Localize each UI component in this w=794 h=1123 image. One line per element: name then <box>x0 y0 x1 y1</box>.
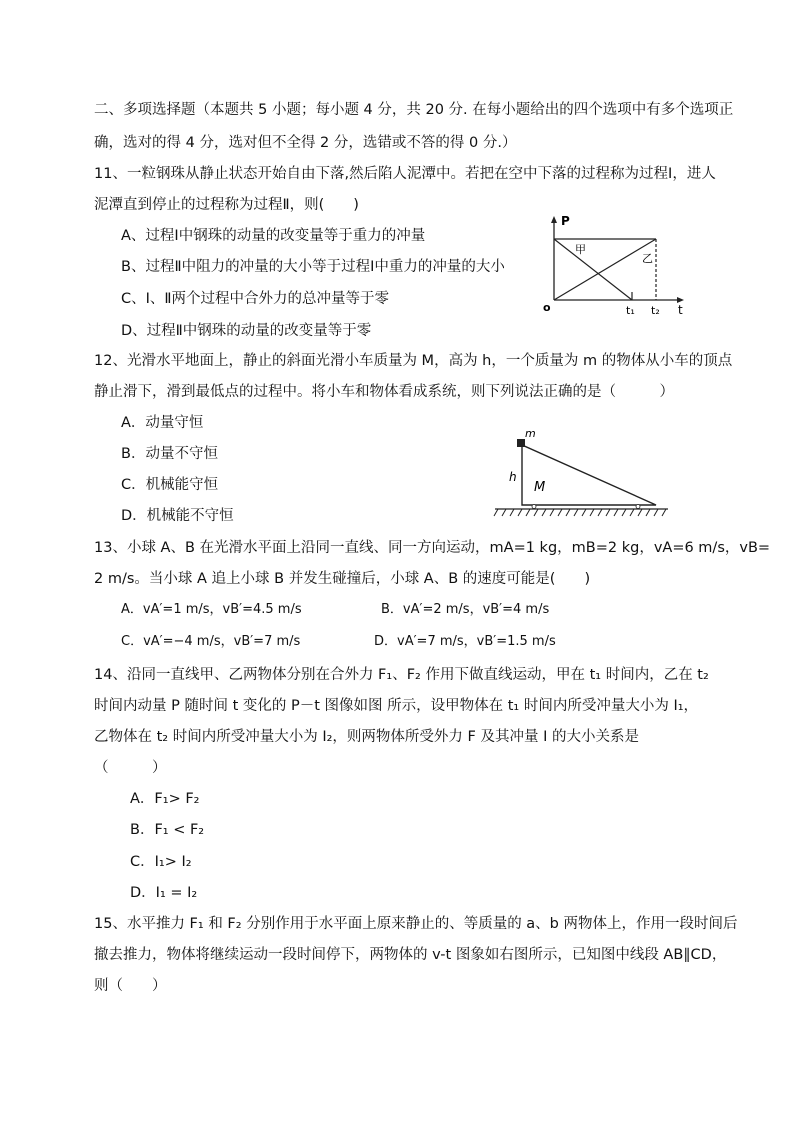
q12-stem-line1: 12、光滑水平地面上，静止的斜面光滑小车质量为 M，高为 h，一个质量为 m 的物体从小车的顶点 <box>94 353 733 369</box>
q11-y-arrow <box>551 216 557 223</box>
q12-M-label: M <box>534 480 546 495</box>
q14-stem-line4: （ ） <box>94 760 167 776</box>
q14-stem-line2: 时间内动量 P 随时间 t 变化的 P－t 图像如图 所示，设甲物体在 t₁ 时间内所受冲量大小为 I₁， <box>94 698 699 714</box>
q11-option-c: C、Ⅰ、Ⅱ两个过程中合外力的总冲量等于零 <box>121 291 390 307</box>
q11-jia-label: 甲 <box>575 243 586 256</box>
q12-option-b: B．动量不守恒 <box>121 446 218 462</box>
q11-y-label: P <box>561 214 570 228</box>
q12-option-a: A．动量守恒 <box>121 415 204 431</box>
q13-option-c: C．vA′=−4 m/s，vB′=7 m/s <box>121 634 301 649</box>
q12-block <box>517 439 525 447</box>
q12-wedge <box>522 445 656 505</box>
q11-origin-label: o <box>543 301 551 314</box>
q13-option-b: B．vA′=2 m/s，vB′=4 m/s <box>381 602 550 617</box>
q12-option-c: C．机械能守恒 <box>121 477 219 493</box>
q12-m-label: m <box>525 427 536 440</box>
q12-h-label: h <box>509 470 517 484</box>
section-heading-line2: 确，选对的得 4 分，选对但不全得 2 分，选错或不答的得 0 分.） <box>94 135 517 151</box>
q15-stem-line1: 15、水平推力 F₁ 和 F₂ 分别作用于水平面上原来静止的、等质量的 a、b 两物体上，作用一段时间后 <box>94 916 738 932</box>
q12-option-d: D．机械能不守恒 <box>121 508 234 524</box>
q11-tick1-label: t₁ <box>626 304 635 317</box>
q11-option-b: B、过程Ⅱ中阻力的冲量的大小等于过程Ⅰ中重力的冲量的大小 <box>121 259 505 275</box>
q11-yi-label: 乙 <box>642 252 653 265</box>
q15-stem-line3: 则（ ） <box>94 978 167 994</box>
q11-pt-figure <box>540 212 690 322</box>
q14-option-a: A．F₁> F₂ <box>130 791 200 807</box>
q14-option-c: C．I₁> I₂ <box>130 854 192 870</box>
q13-option-a: A．vA′=1 m/s，vB′=4.5 m/s <box>121 602 302 617</box>
q13-stem-line1: 13、小球 A、B 在光滑水平面上沿同一直线、同一方向运动，mA=1 kg，mB=2 kg，vA=6 m/s，vB= <box>94 540 771 556</box>
q11-stem-line1: 11、一粒钢珠从静止状态开始自由下落,然后陷人泥潭中。若把在空中下落的过程称为过程Ⅰ，进人 <box>94 166 716 182</box>
q13-option-d: D．vA′=7 m/s，vB′=1.5 m/s <box>374 634 556 649</box>
q14-stem-line1: 14、沿同一直线甲、乙两物体分别在合外力 F₁、F₂ 作用下做直线运动，甲在 t₁ 时间内，乙在 t₂ <box>94 667 709 683</box>
q11-tick2-label: t₂ <box>651 304 660 317</box>
q14-stem-line3: 乙物体在 t₂ 时间内所受冲量大小为 I₂，则两物体所受外力 F 及其冲量 I 的大小关系是 <box>94 729 639 745</box>
q15-stem-line2: 撤去推力，物体将继续运动一段时间停下，两物体的 v-t 图象如右图所示，已知图中线段 AB∥CD， <box>94 947 727 963</box>
q14-option-d: D．I₁ = I₂ <box>130 885 198 901</box>
q11-x-label: t <box>678 303 683 317</box>
q13-stem-line2: 2 m/s。当小球 A 追上小球 B 并发生碰撞后，小球 A、B 的速度可能是( ) <box>94 571 591 587</box>
q12-stem-line2: 静止滑下，滑到最低点的过程中。将小车和物体看成系统，则下列说法正确的是（ ） <box>94 384 674 400</box>
section-heading-line1: 二、多项选择题（本题共 5 小题；每小题 4 分，共 20 分. 在每小题给出的四个选项中有多个选项正 <box>94 102 734 118</box>
q12-incline-figure <box>490 425 670 520</box>
q11-option-a: A、过程Ⅰ中钢珠的动量的改变量等于重力的冲量 <box>121 228 426 244</box>
q11-stem-line2: 泥潭直到停止的过程称为过程Ⅱ，则( ) <box>94 197 359 213</box>
q14-option-b: B．F₁ < F₂ <box>130 822 205 838</box>
q11-option-d: D、过程Ⅱ中钢珠的动量的改变量等于零 <box>121 323 372 339</box>
